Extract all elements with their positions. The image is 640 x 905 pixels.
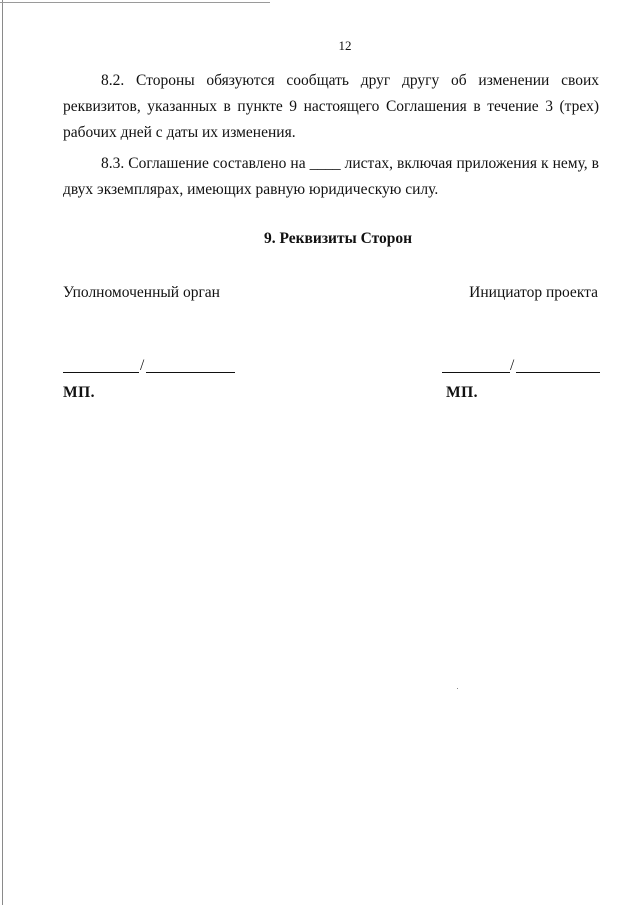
scan-edge-left <box>2 0 3 905</box>
name-blank <box>516 372 600 373</box>
signature-blank <box>442 372 510 373</box>
signature-blank <box>63 372 139 373</box>
seal-mark-right: МП. <box>446 384 479 401</box>
party-right-name: Инициатор проекта <box>469 284 598 301</box>
clause-8-3: 8.3. Соглашение составлено на ____ листах, включая приложения к нему, в двух экземплярах, имеющих равную юридическую силу. <box>63 155 599 198</box>
signature-separator: / <box>510 357 515 374</box>
section-title: 9. Реквизиты Сторон <box>263 230 413 247</box>
name-blank <box>146 372 235 373</box>
scan-speck <box>457 688 458 689</box>
seal-mark-left: МП. <box>63 384 96 401</box>
party-left-name: Уполномоченный орган <box>63 284 220 301</box>
scan-edge-top <box>0 2 270 3</box>
signature-line-right <box>442 357 600 377</box>
page-number: 12 <box>338 38 352 53</box>
signature-line-left <box>63 357 235 377</box>
clause-8-2: 8.2. Стороны обязуются сообщать друг другу об изменении своих реквизитов, указанных в пункте 9 настоящего Соглашения в течение 3 (трех) рабочих дней с даты их изменения. <box>63 72 599 141</box>
signature-separator: / <box>140 357 145 374</box>
